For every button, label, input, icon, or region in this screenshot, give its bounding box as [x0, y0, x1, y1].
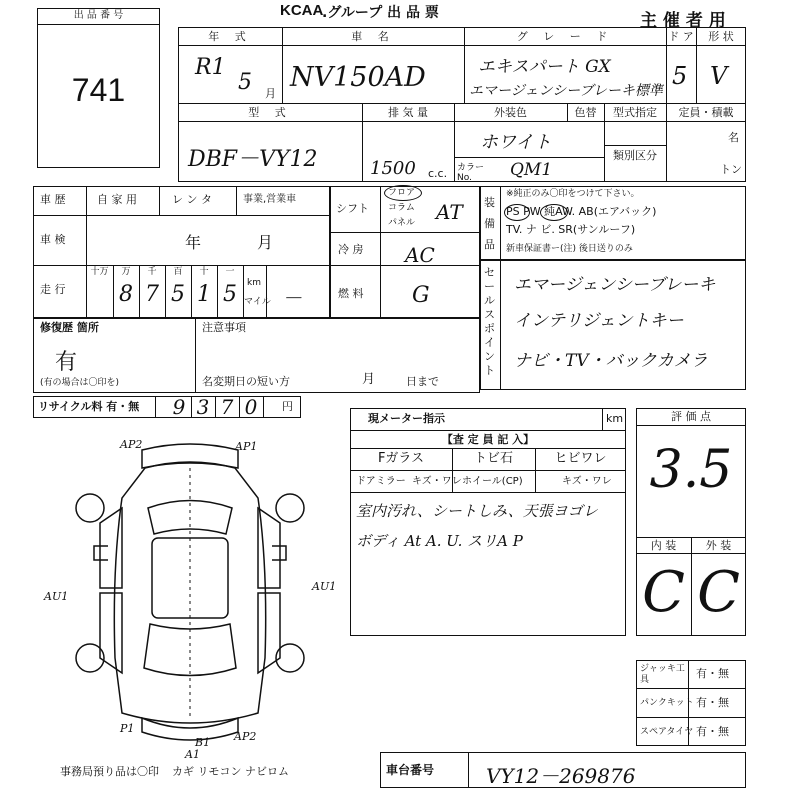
- grade-line1: エキスパート GX: [478, 57, 611, 77]
- equipment-side-label: 装備品: [484, 196, 495, 251]
- inspector-title: 【査 定 員 記 入】: [441, 433, 535, 446]
- color-no-label: カラー No.: [457, 163, 485, 183]
- damage-mark: AU1: [44, 590, 69, 603]
- header-title: .グループ 出 品 票: [322, 5, 439, 21]
- displacement-label: 排 気 量: [388, 106, 428, 119]
- glass-label: Fガラス: [377, 451, 425, 466]
- interior-grade: C: [642, 560, 685, 625]
- damage-mark: A1: [185, 748, 200, 761]
- exterior-color-value: ホワイト: [480, 132, 552, 153]
- car-damage-diagram: [60, 428, 360, 758]
- equipment-line1: PS PW 純AW. AB(エアバック): [506, 205, 657, 218]
- meter-km-unit: km: [606, 412, 624, 425]
- year-era: R1: [195, 55, 226, 80]
- year-month: 5: [238, 70, 252, 95]
- jack-tool-option: 有・無: [696, 667, 729, 680]
- car-name-value: NV150AD: [290, 62, 426, 93]
- mileage-digit: 5: [223, 282, 237, 307]
- inspection-year-unit: 年: [185, 233, 202, 252]
- digit-label: 一: [225, 267, 235, 277]
- grade-line2: エマージェンシーブレーキ標準: [469, 83, 663, 99]
- repair-value: 有: [55, 350, 78, 375]
- model-designation-label: 型式指定: [613, 106, 657, 119]
- history-label: 車 歴: [40, 193, 66, 206]
- equipment-note: ※純正のみ〇印をつけて下さい。: [506, 189, 640, 199]
- sales-point-item: インテリジェントキー: [514, 311, 684, 331]
- fuel-label: 燃 料: [338, 287, 364, 300]
- puncture-kit-label: パンクキット: [640, 698, 694, 708]
- persons-unit: 名: [728, 131, 739, 144]
- door-mirror-status: キズ・ワレ: [412, 476, 462, 487]
- digit-label: 百: [173, 267, 183, 277]
- model-label: 型 式: [248, 106, 292, 119]
- chassis-number-value: VY12－269876: [486, 764, 636, 788]
- expiry-month-unit: 月: [362, 372, 376, 387]
- car-name-label: 車 名: [351, 30, 395, 43]
- mile-value: －: [282, 286, 302, 310]
- interior-label: 内 装: [650, 539, 677, 552]
- exterior-grade: C: [697, 560, 740, 625]
- year-month-unit: 月: [265, 87, 276, 100]
- recycle-digit: 3: [196, 395, 210, 419]
- wheel-label: ホイール(CP): [462, 476, 523, 487]
- recycle-unit: 円: [282, 400, 293, 413]
- exterior-label: 外 装: [705, 539, 732, 552]
- mileage-digit: 1: [197, 282, 211, 307]
- model-value: DBF－VY12: [188, 147, 318, 172]
- category-label: 類別区分: [613, 149, 657, 162]
- header-brand: KCAA: [280, 2, 324, 19]
- damage-mark: AP2: [234, 730, 257, 743]
- business-option: 事業,営業車: [243, 194, 297, 205]
- ac-value: AC: [405, 243, 435, 267]
- office-items-label: 事務局預り品は〇印: [60, 765, 159, 778]
- digit-label: 万: [121, 267, 131, 277]
- repair-note: (有の場合は〇印を): [40, 378, 120, 388]
- inspection-month-unit: 月: [257, 233, 274, 252]
- shape-label: 形 状: [708, 30, 734, 43]
- mileage-label: 走 行: [40, 283, 66, 296]
- equipment-line2: TV. ナ ビ. SR(サンルーフ): [506, 223, 636, 236]
- inspector-comment-2: ボディ At A. U. スリA P: [356, 532, 523, 550]
- header-host: 主 催 者 用: [640, 11, 726, 31]
- shape-value: V: [710, 62, 728, 90]
- spare-tire-label: スペアタイヤ: [640, 727, 694, 737]
- shift-floor-option: フロア: [388, 188, 416, 198]
- doors-label: ド ア: [668, 30, 694, 43]
- grade-score: 3.5: [649, 440, 733, 500]
- color-code-value: QM1: [510, 160, 553, 180]
- expiry-day-unit: 日まで: [406, 375, 439, 388]
- ac-label: 冷 房: [338, 243, 364, 256]
- recycle-fee-label: リサイクル料 有・無: [38, 400, 140, 413]
- fuel-value: G: [412, 283, 430, 308]
- rental-option: レ ン タ: [172, 193, 212, 206]
- meter-label: 現メーター指示: [368, 412, 445, 425]
- wheel-status: キズ・ワレ: [562, 476, 612, 487]
- repair-label: 修復歴 箇所: [40, 321, 99, 334]
- mileage-digit: 5: [171, 282, 185, 307]
- recycle-digit: 0: [244, 395, 258, 419]
- grade-score-label: 評 価 点: [671, 410, 711, 423]
- digit-label: 十万: [90, 267, 109, 277]
- digit-label: 千: [147, 267, 157, 277]
- sales-point-item: エマージェンシーブレーキ: [514, 275, 716, 295]
- shift-panel-option: パネル: [388, 218, 416, 228]
- color-change-label: 色替: [574, 106, 597, 119]
- crack-label: ヒビワレ: [554, 451, 607, 466]
- recycle-digit: 7: [220, 395, 234, 419]
- mileage-digit: 8: [119, 282, 133, 307]
- capacity-label: 定員・積載: [678, 106, 734, 119]
- chassis-number-label: 車台番号: [386, 763, 435, 777]
- name-change-expiry-label: 名変期日の短い方: [202, 375, 290, 388]
- door-mirror-label: ドアミラー: [356, 476, 406, 487]
- puncture-kit-option: 有・無: [696, 696, 729, 709]
- lot-number: 741: [71, 72, 126, 108]
- inspection-label: 車 検: [40, 233, 66, 246]
- inspector-comment-1: 室内汚れ、シートしみ、天張ヨゴレ: [356, 502, 598, 520]
- digit-label: 十: [199, 267, 209, 277]
- shift-label: シフト: [336, 202, 369, 215]
- mile-unit: マイル: [244, 297, 271, 307]
- spare-tire-option: 有・無: [696, 725, 729, 738]
- damage-mark: B1: [195, 736, 211, 749]
- displacement-value: 1500: [370, 158, 416, 179]
- cc-unit: c.c.: [428, 167, 448, 180]
- damage-mark: AU1: [312, 580, 337, 593]
- notes-label: 注意事項: [202, 321, 246, 334]
- jack-tool-label: ジャッキ工具: [640, 664, 685, 685]
- lot-number-label: 出 品 番 号: [73, 10, 124, 21]
- year-label: 年 式: [208, 30, 252, 43]
- tons-unit: トン: [720, 163, 742, 176]
- damage-mark: P1: [120, 722, 135, 735]
- mileage-digit: 7: [145, 282, 159, 307]
- stone-chip-label: トビ石: [473, 451, 513, 466]
- km-unit: km: [247, 278, 261, 288]
- private-use-option: 自 家 用: [97, 193, 137, 206]
- office-items-list: カギ リモコン ナビロム: [172, 765, 289, 778]
- damage-mark: AP1: [235, 440, 258, 453]
- damage-mark: AP2: [120, 438, 143, 451]
- shift-value: AT: [436, 200, 463, 224]
- exterior-color-label: 外装色: [494, 106, 527, 119]
- sales-points-side-label: セールスポイント: [484, 266, 495, 377]
- recycle-digit: 9: [172, 395, 186, 419]
- doors-value: 5: [672, 62, 688, 90]
- sales-point-item: ナビ・TV・バックカメラ: [514, 351, 708, 371]
- shift-column-option: コラム: [388, 203, 415, 213]
- grade-label: グ レ ー ド: [516, 30, 614, 43]
- equipment-line3: 新車保証書ー(注) 後日送りのみ: [506, 244, 633, 254]
